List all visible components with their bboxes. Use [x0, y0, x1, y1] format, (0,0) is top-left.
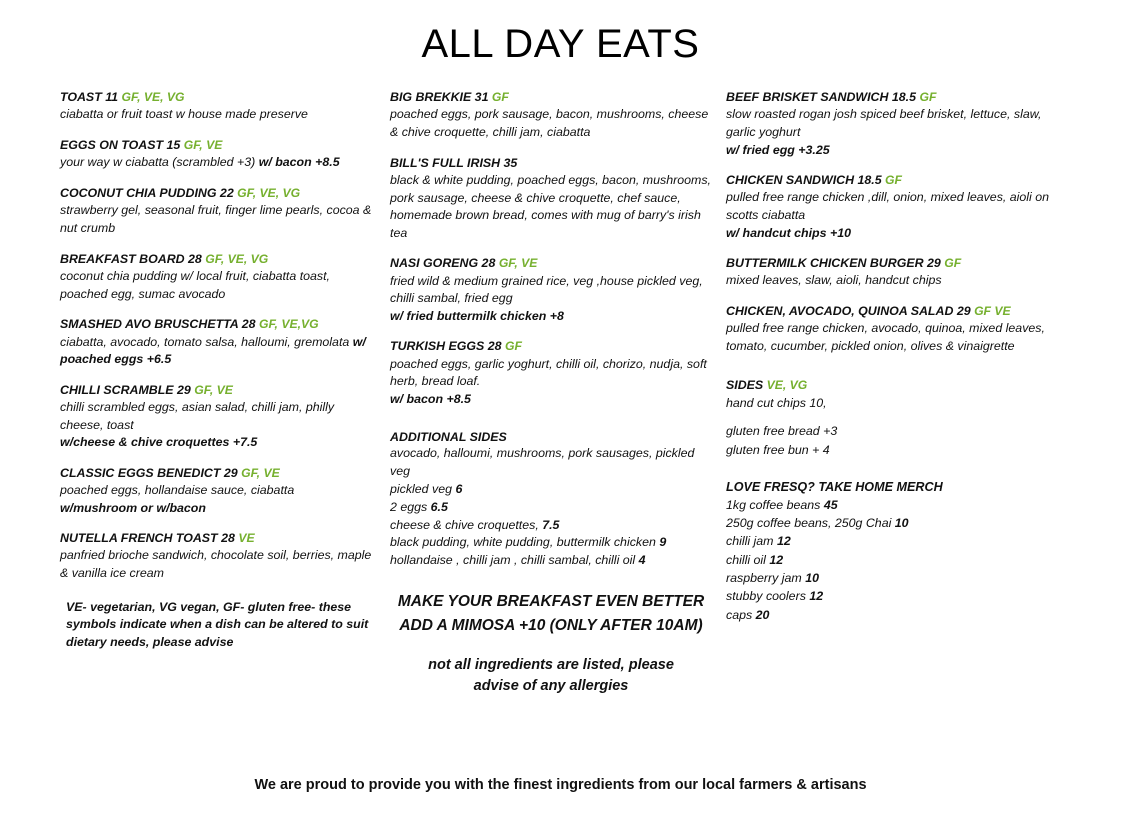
menu-item-title: CHICKEN, AVOCADO, QUINOA SALAD 29 [726, 303, 971, 318]
menu-item-description: mixed leaves, slaw, aioli, handcut chips [726, 273, 942, 288]
additional-sides-section [390, 430, 712, 570]
allergy-notice [390, 655, 712, 697]
side-price: 6.5 [430, 499, 448, 514]
allergy-line-1: not all ingredients are listed, please [428, 656, 674, 673]
merch-line [726, 551, 1061, 569]
menu-column-right [726, 89, 1061, 637]
side-price: 6 [455, 481, 463, 496]
merch-section [726, 480, 1061, 625]
menu-item [60, 316, 376, 369]
allergy-line-2: advise of any allergies [473, 677, 629, 694]
merch-line [726, 569, 1061, 587]
menu-item-tags: GF [919, 90, 937, 104]
menu-item-name [390, 89, 712, 105]
menu-item [60, 185, 376, 238]
dietary-note: VE- vegetarian, VG vegan, GF- gluten free- these symbols indicate when a dish can be altered to suit dietary needs, please advise [66, 599, 369, 649]
side-price: 4 [638, 553, 646, 568]
menu-item-tags: GF, VE [241, 465, 280, 480]
menu-item-tags: GF, VE, VG [205, 251, 269, 266]
additional-sides-intro: avocado, halloumi, mushrooms, pork sausages, pickled veg [390, 446, 695, 478]
menu-item-title: NUTELLA FRENCH TOAST 28 [60, 531, 235, 546]
menu-item-name [60, 89, 376, 105]
menu-item-tags: GF, VE [498, 256, 538, 271]
menu-column-left [60, 89, 390, 651]
menu-item-title: BEEF BRISKET SANDWICH 18.5 [726, 90, 917, 104]
side-label: cheese & chive croquettes, [390, 517, 543, 532]
menu-item-tags: GF, VE [183, 137, 223, 152]
menu-item [60, 465, 376, 517]
menu-item-description: ciabatta or fruit toast w house made preserve [60, 107, 308, 122]
menu-item-description: slow roasted rogan josh spiced beef brisket, lettuce, slaw, garlic yoghurt [726, 107, 1042, 139]
menu-page [0, 22, 1121, 815]
side-line [390, 499, 712, 517]
promo-line-2: ADD A MIMOSA +10 (ONLY AFTER 10AM) [399, 616, 703, 634]
side-line [390, 534, 712, 552]
menu-item [60, 89, 376, 124]
merch-label: caps [726, 607, 756, 622]
menu-item-name [726, 255, 1061, 271]
spacer [726, 412, 1061, 422]
menu-item-name [60, 137, 376, 153]
side-label: hollandaise , chilli jam , chilli sambal, chilli oil [390, 553, 639, 568]
menu-item-description: strawberry gel, seasonal fruit, finger lime pearls, cocoa & nut crumb [60, 203, 372, 235]
menu-item-title: CLASSIC EGGS BENEDICT 29 [60, 465, 238, 480]
menu-item-tags: GF [944, 255, 962, 270]
menu-item-tags: GF, VE [194, 382, 233, 397]
side-label: 2 eggs [390, 499, 431, 514]
menu-item-title: CHICKEN SANDWICH 18.5 [726, 172, 882, 187]
sides-title: SIDES [726, 378, 764, 393]
side-line [390, 517, 712, 535]
menu-item-tags: GF [505, 339, 522, 354]
menu-item-name [726, 89, 1061, 105]
menu-item-addon: w/ bacon +8.5 [390, 391, 471, 406]
menu-item-tags: VE [238, 531, 255, 546]
merch-label: 1kg coffee beans [726, 497, 824, 512]
menu-item-title: SMASHED AVO BRUSCHETTA 28 [60, 317, 256, 332]
side-price: 7.5 [542, 517, 560, 532]
menu-item [726, 172, 1061, 242]
menu-item-tags: GF, VE,VG [258, 317, 319, 332]
side-label: black pudding, white pudding, buttermilk chicken [390, 535, 660, 550]
menu-item-name [390, 255, 712, 271]
side-line [390, 481, 712, 499]
merch-price: 12 [776, 534, 791, 549]
menu-item [390, 89, 712, 142]
menu-item [60, 382, 376, 452]
menu-columns [0, 89, 1121, 697]
menu-column-middle [390, 89, 726, 697]
page-title: ALL DAY EATS [421, 22, 700, 66]
sides-line: hand cut chips 10, [726, 395, 827, 410]
menu-item-description: poached eggs, garlic yoghurt, chilli oil, chorizo, nudja, soft herb, bread loaf. [390, 356, 707, 389]
merch-line [726, 532, 1061, 550]
menu-item-title: BREAKFAST BOARD 28 [60, 251, 202, 266]
menu-item-description: panfried brioche sandwich, chocolate soil, berries, maple & vanilla ice cream [60, 548, 372, 581]
menu-item-description [60, 154, 376, 172]
merch-price: 20 [755, 607, 770, 622]
menu-item-description-text: ciabatta, avocado, tomato salsa, halloumi, gremolata [60, 334, 350, 349]
menu-item-addon: w/ poached eggs +6.5 [60, 334, 366, 367]
menu-item-addon: w/ fried egg +3.25 [726, 142, 830, 157]
menu-item-tags: GF [491, 90, 509, 104]
menu-item-description: chilli scrambled eggs, asian salad, chilli jam, philly cheese, toast [60, 400, 335, 432]
menu-item-title: BUTTERMILK CHICKEN BURGER 29 [726, 255, 941, 270]
additional-sides-heading: ADDITIONAL SIDES [390, 430, 507, 445]
merch-heading: LOVE FRESQ? TAKE HOME MERCH [726, 479, 943, 494]
menu-item-addon: w/ bacon +8.5 [258, 155, 340, 170]
menu-item-name [726, 172, 1061, 188]
menu-item-tags: GF, VE, VG [121, 90, 185, 104]
menu-item-description: coconut chia pudding w/ local fruit, ciabatta toast, poached egg, sumac avocado [60, 268, 330, 301]
menu-item-addon: w/ handcut chips +10 [726, 225, 851, 240]
merch-price: 12 [809, 589, 824, 604]
menu-item [726, 303, 1061, 356]
menu-item-title: BILL'S FULL IRISH 35 [390, 155, 518, 170]
merch-label: chilli jam [726, 534, 777, 549]
side-line [390, 552, 712, 570]
menu-item-description: pulled free range chicken ,dill, onion, mixed leaves, aioli on scotts ciabatta [726, 190, 1050, 222]
menu-item [726, 89, 1061, 159]
sides-heading [726, 377, 1061, 393]
sides-section [726, 377, 1061, 459]
menu-item-description [60, 334, 376, 369]
menu-item-name [60, 382, 376, 398]
menu-item [60, 251, 376, 304]
menu-item-description: black & white pudding, poached eggs, bacon, mushrooms, pork sausage, cheese & chive croquette, chef sauce, homemade brown bread, comes with mug of barry's irish tea [390, 172, 711, 240]
menu-item [390, 155, 712, 243]
merch-label: raspberry jam [726, 571, 806, 586]
menu-item [390, 338, 712, 408]
merch-line [726, 514, 1061, 532]
merch-label: 250g coffee beans, 250g Chai [726, 516, 895, 531]
menu-item-name [60, 465, 376, 481]
menu-item-title: EGGS ON TOAST 15 [60, 137, 181, 152]
menu-item-description: fried wild & medium grained rice, veg ,house pickled veg, chilli sambal, fried egg [390, 273, 703, 306]
menu-item [390, 255, 712, 325]
menu-item-description: poached eggs, pork sausage, bacon, mushrooms, cheese & chive croquette, chilli jam, ciabatta [390, 107, 709, 139]
menu-item-title: NASI GORENG 28 [390, 256, 496, 271]
menu-item-name [60, 316, 376, 332]
sides-tags: VE, VG [766, 378, 808, 393]
menu-item-title: BIG BREKKIE 31 [390, 90, 489, 104]
menu-item-addon: w/ fried buttermilk chicken +8 [390, 309, 564, 323]
merch-line [726, 587, 1061, 605]
menu-item-title: TOAST 11 [60, 90, 119, 104]
menu-item-addon: w/cheese & chive croquettes +7.5 [60, 435, 258, 450]
merch-price: 12 [769, 552, 784, 567]
menu-item-addon: w/mushroom or w/bacon [60, 500, 206, 515]
merch-label: chilli oil [726, 552, 770, 567]
menu-item-title: TURKISH EGGS 28 [390, 339, 502, 354]
menu-item [60, 530, 376, 583]
footer-note: We are proud to provide you with the finest ingredients from our local farmers & artisans [254, 777, 867, 793]
menu-item-description: pulled free range chicken, avocado, quinoa, mixed leaves, tomato, cucumber, pickled onion, olives & vinaigrette [726, 321, 1045, 353]
menu-item-name [60, 185, 376, 201]
sides-line: gluten free bread +3 [726, 424, 838, 439]
merch-line [726, 496, 1061, 514]
merch-price: 45 [823, 497, 838, 512]
sides-line: gluten free bun + 4 [726, 443, 830, 458]
menu-item-tags: GF VE [974, 303, 1011, 318]
menu-item-name [60, 530, 376, 546]
menu-item-name [390, 338, 712, 354]
menu-item-name [390, 155, 712, 171]
menu-item-name [60, 251, 376, 267]
menu-item-title: COCONUT CHIA PUDDING 22 [60, 185, 234, 200]
side-price: 9 [659, 535, 667, 550]
menu-item-tags: GF, VE, VG [237, 185, 301, 200]
menu-item-title: CHILLI SCRAMBLE 29 [60, 382, 191, 397]
merch-price: 10 [894, 516, 909, 531]
side-label: pickled veg [390, 481, 456, 496]
menu-item-description-text: your way w ciabatta (scrambled +3) [60, 155, 256, 170]
menu-item [726, 255, 1061, 290]
merch-price: 10 [805, 571, 819, 586]
promo-line-1: MAKE YOUR BREAKFAST EVEN BETTER [397, 593, 705, 611]
promo-block [390, 590, 712, 637]
menu-item-description: poached eggs, hollandaise sauce, ciabatta [60, 483, 295, 498]
menu-item [60, 137, 376, 172]
merch-line [726, 606, 1061, 624]
menu-item-tags: GF [885, 172, 902, 187]
menu-item-name [726, 303, 1061, 319]
merch-label: stubby coolers [726, 589, 810, 604]
